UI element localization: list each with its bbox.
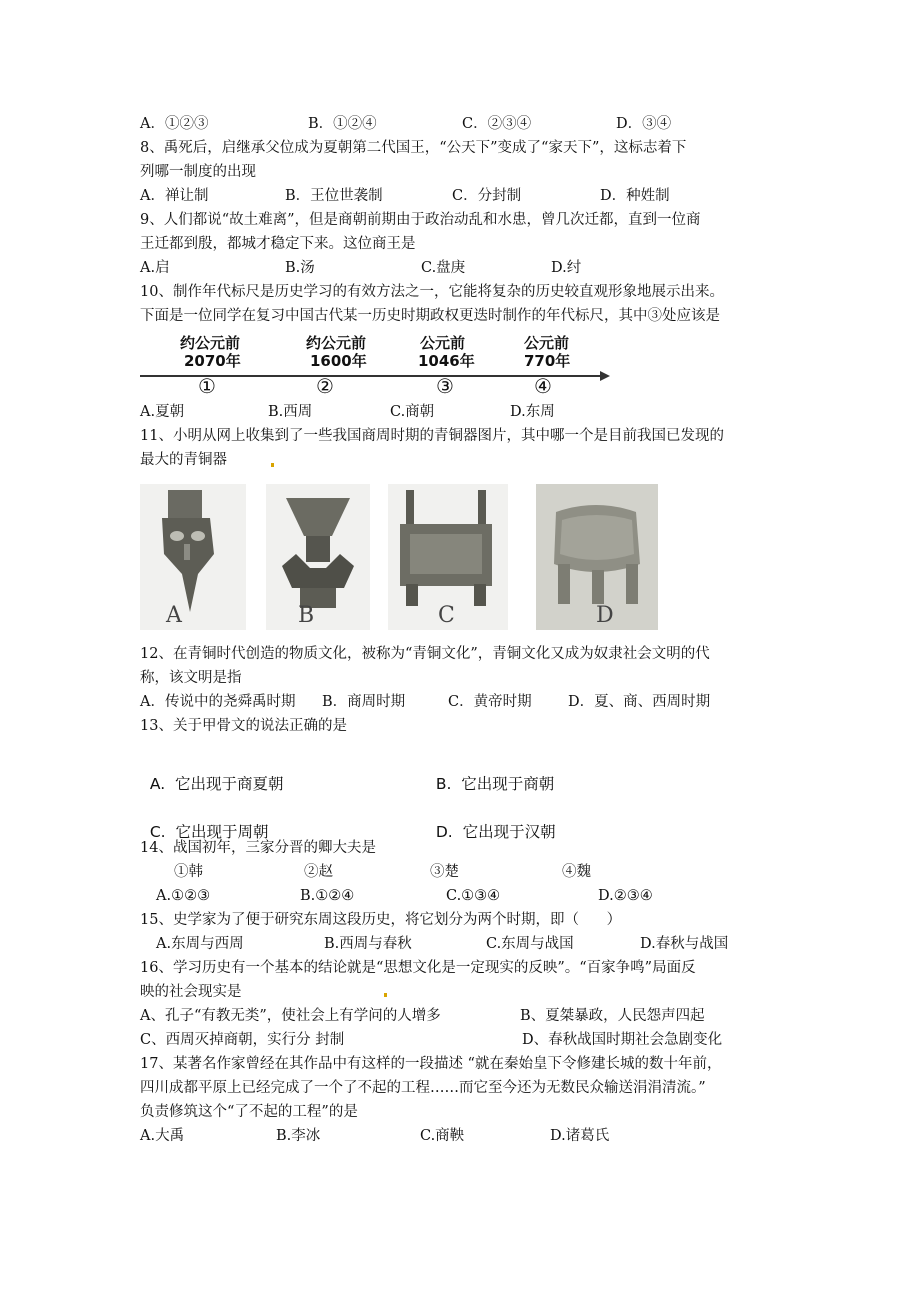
timeline-label-top: 公元前 [420, 334, 466, 352]
q13-option-c-letter: C. [149, 823, 166, 841]
image-label-b: B [298, 603, 315, 628]
q9-option-d: D.纣 [551, 260, 582, 276]
bronze-mask-icon [140, 484, 246, 630]
q8-option-c: C．分封制 [452, 188, 522, 204]
q8-stem-line1: 8、禹死后，启继承父位成为夏朝第二代国王，“公天下”变成了“家天下”，这标志着下 [140, 140, 687, 156]
bronze-mask-image [140, 484, 246, 630]
q10-stem-line2: 下面是一位同学在复习中国古代某一历史时期政权更迭时制作的年代标尺，其中③处应该是 [140, 308, 720, 324]
q14-stem: 14、战国初年，三家分晋的卿大夫是 [140, 840, 376, 856]
q12-option-a: A．传说中的尧舜禹时期 [140, 694, 296, 710]
q13-option-a-letter: A. [149, 775, 166, 793]
q9-option-c: C.盘庚 [421, 260, 466, 276]
q15-option-a: A.东周与西周 [156, 936, 244, 952]
q12-option-c: C．黄帝时期 [448, 694, 532, 710]
q10-option-d: D.东周 [510, 404, 555, 420]
bronze-zun-image [266, 484, 370, 630]
q7-option-b: B．①②④ [308, 116, 377, 132]
q12-option-d: D．夏、商、西周时期 [568, 694, 711, 710]
q15-option-b: B.西周与春秋 [324, 936, 412, 952]
q15-stem: 15、史学家为了便于研究东周这段历史，将它划分为两个时期，即（ ） [140, 912, 622, 928]
q13-option-d [426, 802, 556, 842]
q17-stem-line3: 负责修筑这个“了不起的工程”的是 [140, 1104, 358, 1120]
timeline-marker: ② [316, 374, 334, 398]
timeline-label-year: 770年 [524, 352, 571, 370]
q17-stem-line2: 四川成都平原上已经完成了一个了不起的工程……而它至今还为无数民众输送涓涓清流。” [140, 1080, 706, 1096]
bronze-zun-icon [266, 484, 370, 630]
q16-option-a: A、孔子“有教无类”，使社会上有学问的人增多 [140, 1008, 441, 1024]
q13-option-a-text: 它出现于商夏朝 [174, 775, 284, 793]
q13-option-a [140, 754, 284, 794]
q8-option-d: D．种姓制 [600, 188, 670, 204]
q7-option-d: D．③④ [616, 116, 672, 132]
q10-option-b: B.西周 [268, 404, 313, 420]
q9-stem-line1: 9、人们都说“故土难离”，但是商朝前期由于政治动乱和水患，曾几次迁都，直到一位商 [140, 212, 701, 228]
q14-option-b: B.①②④ [300, 888, 355, 904]
timeline-label-top: 公元前 [524, 334, 570, 352]
q13-option-d-letter: D. [435, 823, 453, 841]
q16-stem-line2: 映的社会现实是 [140, 984, 242, 1000]
q7-option-c: C．②③④ [462, 116, 532, 132]
timeline-marker: ① [198, 374, 216, 398]
q13-option-b-text: 它出现于商朝 [461, 775, 555, 793]
q15-option-c: C.东周与战国 [486, 936, 574, 952]
q16-option-d: D、春秋战国时期社会急剧变化 [522, 1032, 723, 1048]
q10-option-a: A.夏朝 [140, 404, 185, 420]
q13-stem: 13、关于甲骨文的说法正确的是 [140, 718, 347, 734]
q14-item: ②赵 [304, 864, 333, 880]
q13-option-b-letter: B. [435, 775, 452, 793]
q7-option-a: A．①②③ [140, 116, 209, 132]
q8-stem-line2: 列哪一制度的出现 [140, 164, 256, 180]
speck-mark [384, 993, 387, 997]
q9-stem-line2: 王迁都到殷，都城才稳定下来。这位商王是 [140, 236, 416, 252]
q10-stem-line1: 10、制作年代标尺是历史学习的有效方法之一，它能将复杂的历史较直观形象地展示出来。 [140, 284, 724, 300]
q14-option-c: C.①③④ [446, 888, 501, 904]
timeline-arrow-icon [600, 371, 610, 381]
q9-option-b: B.汤 [285, 260, 315, 276]
q16-stem-line1: 16、学习历史有一个基本的结论就是“思想文化是一定现实的反映”。“百家争鸣”局面反 [140, 960, 696, 976]
q17-option-c: C.商鞅 [420, 1128, 465, 1144]
speck-mark [271, 463, 274, 467]
q17-option-b: B.李冰 [276, 1128, 321, 1144]
q17-stem-line1: 17、某著名作家曾经在其作品中有这样的一段描述 “就在秦始皇下令修建长城的数十年前， [140, 1056, 722, 1072]
q12-stem-line1: 12、在青铜时代创造的物质文化，被称为“青铜文化”，青铜文化又成为奴隶社会文明的代 [140, 646, 710, 662]
image-label-d: D [596, 603, 614, 628]
q16-option-c: C、西周灭掉商朝，实行分 封制 [140, 1032, 345, 1048]
q14-item: ④魏 [562, 864, 591, 880]
timeline-scale [140, 330, 614, 402]
timeline-marker: ③ [436, 374, 454, 398]
q17-option-a: A.大禹 [140, 1128, 185, 1144]
q12-option-b: B．商周时期 [322, 694, 406, 710]
q10-option-c: C.商朝 [390, 404, 435, 420]
bronze-ding-image [388, 484, 508, 630]
q13-option-c [140, 802, 268, 842]
q13-option-d-text: 它出现于汉朝 [462, 823, 556, 841]
q15-option-d: D.春秋与战国 [640, 936, 729, 952]
timeline-label-year: 1046年 [418, 352, 475, 370]
q9-option-a: A.启 [140, 260, 170, 276]
q8-option-a: A．禅让制 [140, 188, 209, 204]
q12-stem-line2: 称，该文明是指 [140, 670, 242, 686]
q14-item: ①韩 [174, 864, 203, 880]
image-label-a: A [166, 603, 182, 628]
timeline-label-year: 2070年 [184, 352, 241, 370]
q11-stem-line2: 最大的青铜器 [140, 452, 227, 468]
q14-option-a: A.①②③ [156, 888, 211, 904]
q8-option-b: B．王位世袭制 [285, 188, 383, 204]
timeline-label-year: 1600年 [310, 352, 367, 370]
q16-option-b: B、夏桀暴政，人民怨声四起 [520, 1008, 705, 1024]
q17-option-d: D.诸葛氏 [550, 1128, 610, 1144]
q14-option-d: D.②③④ [598, 888, 653, 904]
timeline-label-top: 约公元前 [180, 334, 241, 352]
timeline-marker: ④ [534, 374, 552, 398]
timeline-label-top: 约公元前 [306, 334, 367, 352]
q13-option-c-text: 它出现于周朝 [175, 823, 269, 841]
q13-option-b [426, 754, 554, 794]
simuwu-ding-image [536, 484, 658, 630]
q14-item: ③楚 [430, 864, 459, 880]
q11-stem-line1: 11、小明从网上收集到了一些我国商周时期的青铜器图片，其中哪一个是目前我国已发现的 [140, 428, 724, 444]
image-label-c: C [438, 603, 455, 628]
